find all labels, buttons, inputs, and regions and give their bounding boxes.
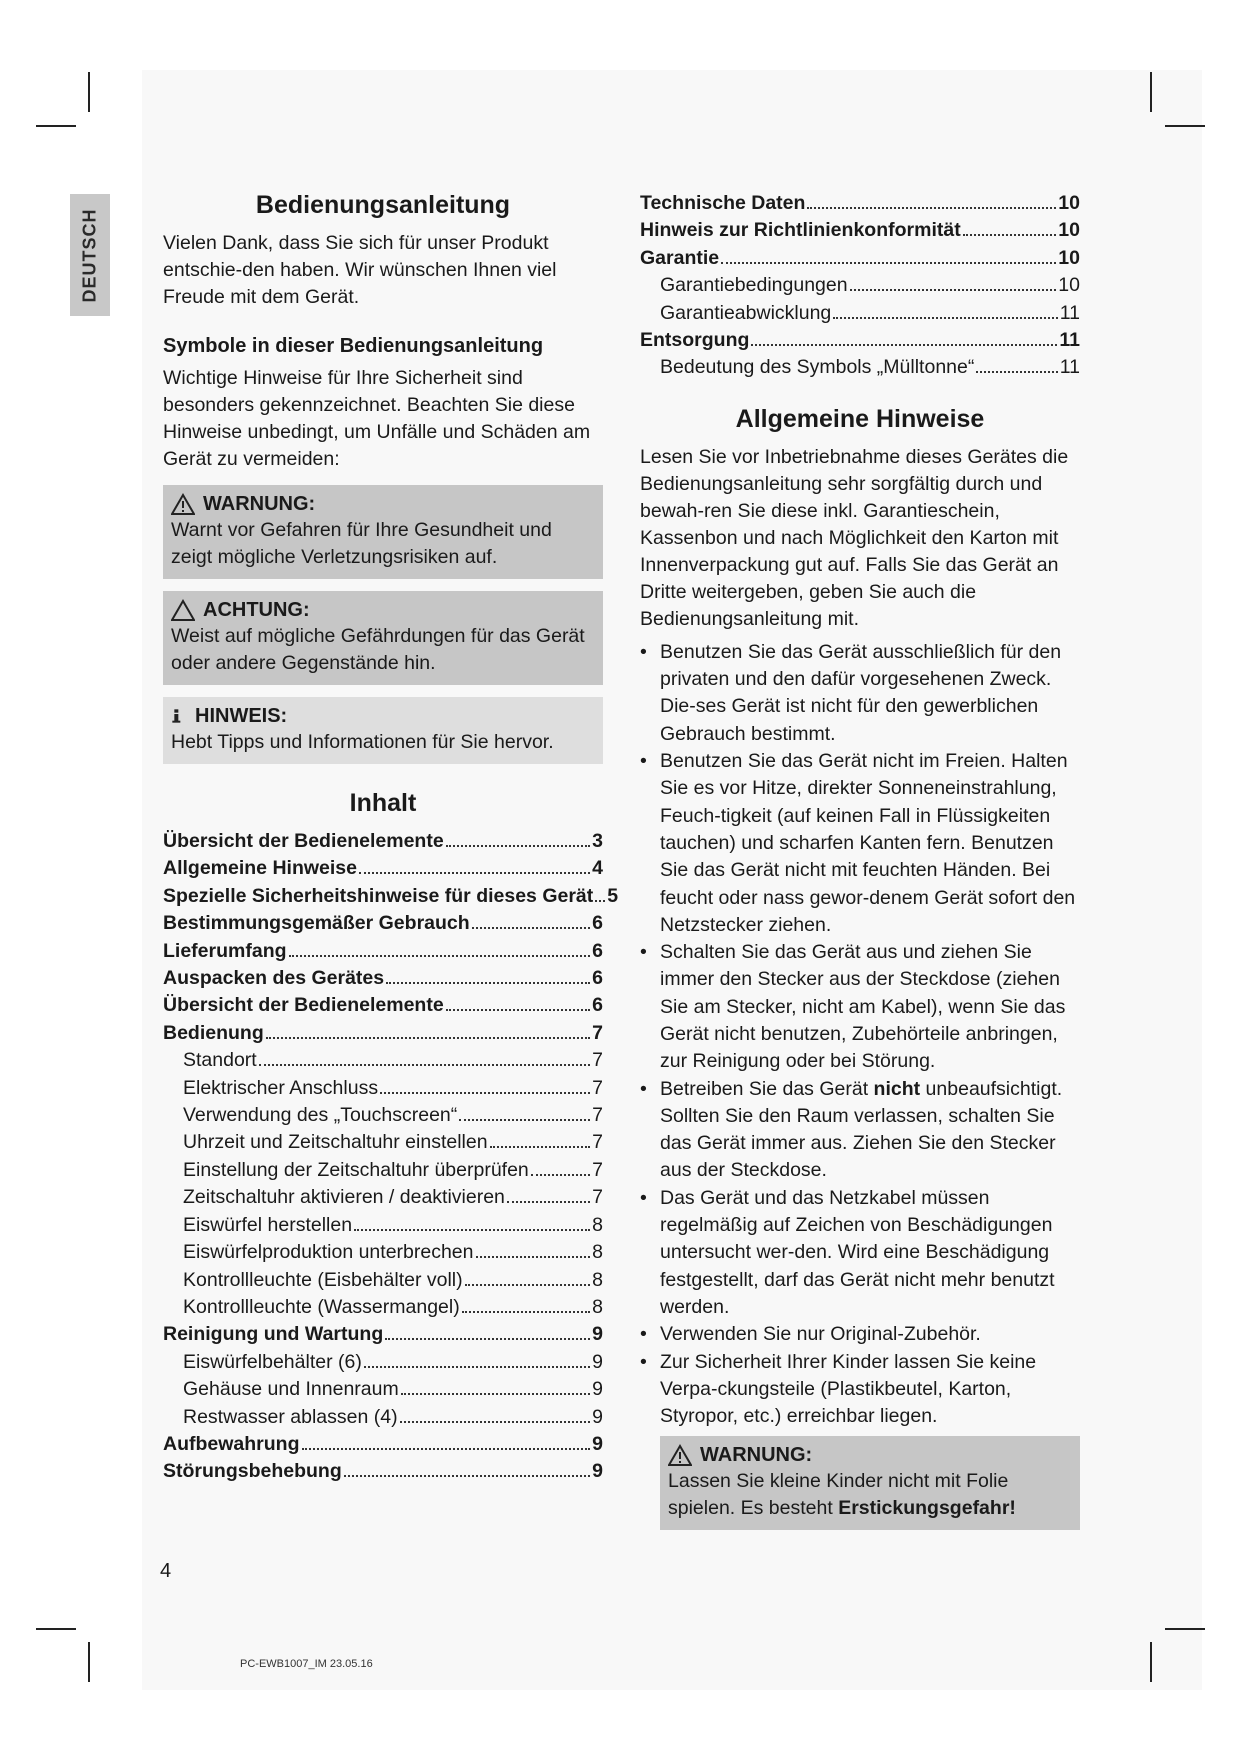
toc-entry-page: 6 — [592, 967, 603, 990]
toc-entry-title: Übersicht der Bedienelemente — [163, 994, 444, 1017]
child-warning-box — [660, 1436, 1080, 1530]
intro-text: Vielen Dank, dass Sie sich für unser Produkt entschie-den haben. Wir wünschen Ihnen viel Freude mit dem Gerät. — [163, 232, 557, 308]
bullet-text-post: unbeaufsichtigt. Sollten Sie den Raum verlassen, schalten Sie das Gerät immer aus. Ziehen Sie den Stecker aus der Steckdose. — [660, 1077, 1063, 1182]
toc-leader-dots — [385, 1338, 590, 1340]
toc-entry-page: 11 — [1059, 329, 1080, 352]
toc-leader-dots — [386, 982, 590, 984]
toc-entry[interactable] — [163, 1075, 603, 1102]
toc-leader-dots — [721, 262, 1056, 264]
language-tab — [70, 194, 110, 316]
child-warning-title: WARNUNG: — [700, 1444, 813, 1467]
toc-leader-dots — [833, 317, 1057, 319]
toc-entry[interactable] — [640, 327, 1080, 354]
bullet-text: Schalten Sie das Gerät aus und ziehen Sie immer den Stecker aus der Steckdose (ziehen Sie am Stecker, nicht am Kabel), wenn Sie das Gerät nicht benutzen, Zubehörteile anbringen, zur Reinigung oder bei Störung. — [660, 941, 1066, 1073]
caution-title: ACHTUNG: — [203, 599, 310, 621]
toc-entry-page: 8 — [592, 1295, 603, 1318]
toc-entry[interactable] — [163, 1458, 603, 1485]
toc-entry[interactable] — [163, 1349, 603, 1376]
toc-entry-page: 10 — [1058, 246, 1080, 269]
toc-entry[interactable] — [163, 1212, 603, 1239]
info-icon — [171, 705, 187, 727]
toc-leader-dots — [476, 1256, 591, 1258]
footer-code: PC-EWB1007_IM 23.05.16 — [240, 1658, 373, 1670]
toc-entry-title: Garantieabwicklung — [660, 301, 832, 324]
toc-entry-title: Restwasser ablassen (4) — [183, 1405, 398, 1428]
page-number: 4 — [160, 1560, 172, 1582]
toc-entry-title: Auspacken des Gerätes — [163, 967, 385, 990]
toc-entry-page: 9 — [592, 1460, 603, 1483]
symbols-text: Wichtige Hinweise für Ihre Sicherheit sind besonders gekennzeichnet. Beachten Sie diese Hinweise unbedingt, um Unfälle und Schäden am Gerät zu vermeiden: — [163, 367, 591, 470]
toc-entry[interactable] — [163, 1102, 603, 1129]
toc-entry-page: 11 — [1059, 356, 1080, 379]
crop-mark — [1150, 1642, 1152, 1682]
toc-entry[interactable] — [163, 883, 619, 910]
toc-title: Inhalt — [349, 789, 417, 817]
toc-entry[interactable] — [163, 1157, 603, 1184]
toc-entry-title: Störungsbehebung — [163, 1460, 342, 1483]
safety-bullet — [640, 1076, 1080, 1185]
crop-mark — [88, 72, 90, 112]
toc-entry[interactable] — [163, 992, 603, 1019]
toc-entry[interactable] — [163, 1129, 603, 1156]
toc-entry-page: 7 — [592, 1158, 603, 1181]
toc-entry-title: Reinigung und Wartung — [163, 1323, 384, 1346]
toc-leader-dots — [531, 1174, 590, 1176]
safety-bullet — [640, 1321, 1080, 1348]
toc-entry[interactable] — [163, 1294, 603, 1321]
toc-entry-title: Bedeutung des Symbols „Mülltonne“ — [660, 356, 975, 379]
manual-title: Bedienungsanleitung — [255, 191, 511, 219]
toc-leader-dots — [490, 1146, 591, 1148]
toc-entry-title: Zeitschaltuhr aktivieren / deaktivieren — [183, 1186, 505, 1209]
caution-text: Weist auf mögliche Gefährdungen für das Gerät oder andere Gegenstände hin. — [171, 625, 585, 674]
toc-entry-page: 11 — [1059, 301, 1080, 324]
toc-leader-dots — [354, 1229, 590, 1231]
language-tab-label: DEUTSCH — [79, 207, 100, 303]
bullet-bold-text: nicht — [873, 1077, 921, 1100]
toc-entry-title: Eiswürfelbehälter (6) — [183, 1350, 362, 1373]
toc-leader-dots — [850, 289, 1057, 291]
toc-entry-page: 6 — [592, 912, 603, 935]
toc-entry-page: 7 — [592, 1021, 603, 1044]
toc-entry[interactable] — [640, 217, 1080, 244]
toc-entry-page: 8 — [592, 1213, 603, 1236]
safety-bullets — [640, 639, 1080, 1431]
warning-text: Warnt vor Gefahren für Ihre Gesundheit und zeigt mögliche Verletzungsrisiken auf. — [171, 519, 552, 568]
general-title: Allgemeine Hinweise — [735, 404, 985, 433]
caution-box — [163, 591, 603, 685]
toc-entry-title: Allgemeine Hinweise — [163, 857, 357, 880]
bullet-text: Verwenden Sie nur Original-Zubehör. — [660, 1323, 981, 1346]
bullet-text: Das Gerät und das Netzkabel müssen regelmäßig auf Zeichen von Beschädigungen untersucht wer-den. Wird eine Beschädigung festgestellt, darf das Gerät nicht mehr benutzt werden. — [660, 1186, 1055, 1318]
toc-leader-dots — [380, 1092, 590, 1094]
toc-entry-title: Verwendung des „Touchscreen“ — [183, 1104, 458, 1127]
toc-entry-page: 9 — [592, 1405, 603, 1428]
toc-entry-page: 7 — [592, 1049, 603, 1072]
toc-leader-dots — [472, 927, 590, 929]
toc-entry-title: Garantiebedingungen — [660, 274, 848, 297]
note-box — [163, 697, 603, 764]
toc-entry-title: Lieferumfang — [163, 939, 287, 962]
toc-entry[interactable] — [163, 828, 603, 855]
toc-entry-page: 9 — [592, 1378, 603, 1401]
toc-entry[interactable] — [163, 1321, 603, 1348]
toc-entry[interactable] — [163, 938, 603, 965]
crop-mark — [1165, 1628, 1205, 1630]
toc-entry-page: 9 — [592, 1323, 603, 1346]
warning-box — [163, 485, 603, 579]
toc-entry-title: Entsorgung — [640, 329, 750, 352]
toc-leader-dots — [976, 371, 1057, 373]
crop-mark — [36, 1628, 76, 1630]
toc-entry-page: 7 — [592, 1186, 603, 1209]
toc-leader-dots — [446, 845, 590, 847]
toc-leader-dots — [259, 1064, 590, 1066]
toc-entry-page: 6 — [592, 939, 603, 962]
toc-entry-page: 5 — [607, 884, 619, 907]
toc-entry-page: 3 — [592, 830, 603, 852]
toc-entry-page: 7 — [592, 1131, 603, 1154]
crop-mark — [1150, 72, 1152, 112]
toc-entry-title: Eiswürfel herstellen — [183, 1213, 353, 1236]
right-column — [640, 190, 1080, 1530]
bullet-text: Betreiben Sie das Gerät — [660, 1077, 874, 1100]
toc-entry[interactable] — [640, 245, 1080, 272]
toc-leader-dots — [364, 1366, 590, 1368]
safety-bullet — [640, 1349, 1080, 1431]
toc-leader-dots — [401, 1393, 590, 1395]
toc-leader-dots — [446, 1009, 590, 1011]
toc-entry[interactable] — [163, 1431, 603, 1458]
toc-leader-dots — [344, 1475, 590, 1477]
toc-leader-dots — [400, 1421, 591, 1423]
caution-icon — [171, 599, 195, 621]
toc-entry[interactable] — [163, 1184, 603, 1211]
toc-entry-title: Spezielle Sicherheitshinweise für dieses Gerät — [163, 884, 594, 907]
warning-icon — [668, 1444, 692, 1466]
toc-entry-page: 9 — [592, 1350, 603, 1373]
toc-entry[interactable] — [163, 1020, 603, 1047]
child-warning-text-bold: Erstickungsgefahr! — [838, 1497, 1016, 1520]
toc-leader-dots — [465, 1284, 591, 1286]
toc-entry[interactable] — [640, 272, 1080, 299]
toc-entry-page: 7 — [592, 1104, 603, 1127]
toc-leader-dots — [807, 207, 1056, 209]
note-title: HINWEIS: — [195, 705, 288, 727]
toc-leader-dots — [289, 955, 591, 957]
warning-icon — [171, 493, 195, 515]
toc-entry-title: Uhrzeit und Zeitschaltuhr einstellen — [183, 1131, 488, 1154]
toc-entry[interactable] — [163, 1047, 603, 1074]
toc-entry-title: Bestimmungsgemäßer Gebrauch — [163, 912, 470, 935]
toc-entry[interactable] — [163, 1404, 603, 1431]
crop-mark — [36, 125, 76, 127]
toc-entry-title: Bedienung — [163, 1021, 264, 1044]
toc-entry-page: 10 — [1058, 274, 1080, 297]
toc-leader-dots — [266, 1037, 590, 1039]
toc-entry-page: 4 — [592, 857, 603, 880]
toc-entry[interactable] — [640, 300, 1080, 327]
toc-entry[interactable] — [163, 1376, 603, 1403]
toc-entry-title: Gehäuse und Innenraum — [183, 1378, 399, 1401]
note-text: Hebt Tipps und Informationen für Sie hervor. — [171, 731, 554, 753]
toc-entry-title: Kontrollleuchte (Wassermangel) — [183, 1295, 460, 1318]
safety-bullet — [640, 748, 1080, 939]
toc-entry-title: Technische Daten — [640, 192, 806, 214]
crop-mark — [88, 1642, 90, 1682]
crop-mark — [1165, 125, 1205, 127]
safety-bullet — [640, 1185, 1080, 1321]
toc-leader-dots — [459, 1119, 590, 1121]
safety-bullet — [640, 939, 1080, 1075]
toc-leader-dots — [302, 1448, 591, 1450]
toc-entry[interactable] — [163, 1267, 603, 1294]
toc-leader-dots — [507, 1201, 590, 1203]
general-text: Lesen Sie vor Inbetriebnahme dieses Gerätes die Bedienungsanleitung sehr sorgfältig durch und bewah-ren Sie diese inkl. Garantieschein, Kassenbon und nach Möglichkeit den Karton mit Innenverpackung gut auf. Falls Sie das Gerät an Dritte weitergeben, geben Sie auch die Bedienungsanleitung mit. — [640, 445, 1069, 630]
toc-entry[interactable] — [163, 910, 603, 937]
toc-entry-title: Elektrischer Anschluss — [183, 1076, 379, 1099]
toc-entry[interactable] — [640, 354, 1080, 381]
symbols-heading: Symbole in dieser Bedienungsanleitung — [163, 335, 544, 357]
child-warning-text — [668, 1468, 1072, 1522]
toc-entry-page: 10 — [1058, 219, 1080, 242]
toc-entry[interactable] — [640, 190, 1080, 217]
toc-leader-dots — [462, 1311, 590, 1313]
toc-leader-dots — [751, 344, 1057, 346]
child-warning-text-pre: Lassen Sie kleine Kinder nicht mit Folie spielen. Es besteht — [668, 1470, 1009, 1520]
toc-entry-page: 8 — [592, 1241, 603, 1264]
toc-entry-page: 10 — [1058, 192, 1080, 214]
toc-leader-dots — [359, 872, 590, 874]
toc-leader-dots — [963, 234, 1057, 236]
bullet-text: Benutzen Sie das Gerät nicht im Freien. Halten Sie es vor Hitze, direkter Sonneneinstrahlung, Feuch-tigkeit (auf keinen Fall in Flüssigkeiten tauchen) und scharfen Kanten fern. Benutzen Sie das Gerät nicht mit feuchten Händen. Bei feucht oder nass gewor-denem Gerät sofort den Netzstecker ziehen. — [660, 750, 1076, 936]
toc-entry-title: Standort — [183, 1049, 257, 1072]
toc-right — [640, 190, 1080, 382]
toc-entry-title: Hinweis zur Richtlinienkonformität — [640, 219, 961, 242]
toc-entry-page: 9 — [592, 1432, 603, 1455]
toc-entry-title: Einstellung der Zeitschaltuhr überprüfen — [183, 1158, 529, 1181]
toc-entry-title: Übersicht der Bedienelemente — [163, 830, 444, 852]
toc-entry-page: 7 — [592, 1076, 603, 1099]
bullet-text: Zur Sicherheit Ihrer Kinder lassen Sie keine Verpa-ckungsteile (Plastikbeutel, Karton, Styropor, etc.) erreichbar liegen. — [660, 1350, 1037, 1428]
toc-entry-page: 8 — [592, 1268, 603, 1291]
toc-entry[interactable] — [163, 1239, 603, 1266]
toc-entry-title: Eiswürfelproduktion unterbrechen — [183, 1241, 474, 1264]
toc-entry-title: Garantie — [640, 246, 720, 269]
warning-title: WARNUNG: — [203, 493, 316, 515]
left-column — [163, 190, 619, 1486]
toc-entry[interactable] — [163, 965, 603, 992]
toc-entry[interactable] — [163, 855, 603, 882]
toc-leader-dots — [595, 900, 605, 902]
toc-entry-title: Aufbewahrung — [163, 1432, 300, 1455]
toc-entry-title: Kontrollleuchte (Eisbehälter voll) — [183, 1268, 463, 1291]
toc-entry-page: 6 — [592, 994, 603, 1017]
toc-left — [163, 828, 619, 1486]
safety-bullet — [640, 639, 1080, 748]
bullet-text: Benutzen Sie das Gerät ausschließlich für den privaten und den dafür vorgesehenen Zweck. Die-ses Gerät ist nicht für den gewerblichen Gebrauch bestimmt. — [660, 640, 1062, 745]
